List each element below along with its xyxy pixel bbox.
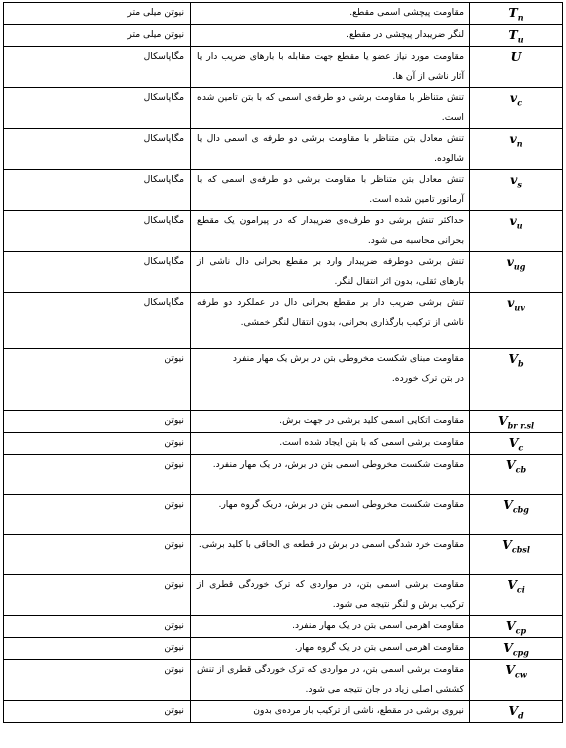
symbol-cell	[470, 129, 563, 170]
description-cell: مقاومت پیچشی اسمی مقطع.	[191, 3, 470, 25]
description-cell: تنش معادل بتن متناظر با مقاومت برشی دو طرفه ی اسمی دال یا شالوده.	[191, 129, 470, 170]
table-row	[4, 455, 563, 495]
symbol-base: v	[507, 295, 515, 310]
description-cell: تنش معادل بتن متناظر با مقاومت برشی دو طرفه‌ی اسمی که با آرماتور تامین شده است.	[191, 170, 470, 211]
symbol-base: V	[505, 662, 515, 677]
symbol-subscript: u	[516, 220, 523, 231]
symbol-base: T	[508, 27, 518, 42]
symbol-subscript: cp	[515, 625, 527, 636]
symbol-cell	[470, 455, 563, 495]
symbol-subscript: cw	[514, 669, 527, 680]
symbol-base: v	[510, 172, 518, 187]
table-row	[4, 211, 563, 252]
symbol-base: V	[508, 351, 519, 366]
symbol-cell	[470, 88, 563, 129]
description-cell: مقاومت برشی اسمی بتن، در مواردی که ترک خوردگی قطری از تنش کششی اصلی زیاد در جان نتیجه می شود.	[191, 660, 470, 701]
table-row	[4, 252, 563, 293]
symbol-base: V	[503, 640, 513, 655]
symbol-base: V	[505, 457, 516, 472]
description-cell: تنش متناظر با مقاومت برشی دو طرفه‌ی اسمی که با بتن تامین شده است.	[191, 88, 470, 129]
symbol-base: V	[505, 618, 516, 633]
description-cell: مقاومت مورد نیاز عضو یا مقطع جهت مقابله با بارهای ضریب دار یا آثار ناشی از آن ها.	[191, 47, 470, 88]
symbol-base: v	[509, 213, 517, 228]
table-row	[4, 349, 563, 411]
symbol-cell	[470, 211, 563, 252]
unit-cell: نیوتن میلی متر	[4, 25, 191, 47]
symbol-subscript: cbg	[512, 504, 529, 515]
symbol-base: V	[507, 577, 517, 592]
symbol-cell	[470, 616, 563, 638]
symbol-cell	[470, 252, 563, 293]
symbol-subscript: d	[518, 710, 524, 721]
symbol-base: V	[503, 497, 513, 512]
table-row	[4, 616, 563, 638]
unit-cell: مگاپاسکال	[4, 170, 191, 211]
symbol-cell	[470, 411, 563, 433]
table-row	[4, 25, 563, 47]
symbol-cell	[470, 660, 563, 701]
table-row	[4, 47, 563, 88]
table-row	[4, 293, 563, 349]
symbols-table-body	[4, 3, 563, 723]
description-cell: مقاومت اهرمی اسمی بتن در یک مهار منفرد.	[191, 616, 470, 638]
symbols-table	[3, 2, 563, 723]
description-cell: مقاومت خرد شدگی اسمی در برش در قطعه ی الحاقی با کلید برشی.	[191, 535, 470, 575]
symbol-subscript: n	[517, 12, 524, 23]
table-row	[4, 701, 563, 723]
symbol-base: V	[502, 537, 512, 552]
description-cell: تنش برشی ضریب دار بر مقطع بحرانی دال در عملکرد دو طرفه ناشی از ترکیب بارگذاری بحرانی، بدون انتقال لنگر خمشی.	[191, 293, 470, 349]
symbol-subscript: cbsl	[511, 544, 530, 555]
symbol-base: V	[508, 703, 519, 718]
table-row	[4, 535, 563, 575]
table-row	[4, 3, 563, 25]
unit-cell: مگاپاسکال	[4, 252, 191, 293]
symbol-subscript: c	[518, 442, 524, 453]
description-cell: مقاومت شکست مخروطی اسمی بتن در برش، دریک گروه مهار.	[191, 495, 470, 535]
symbol-base: v	[509, 90, 518, 105]
symbol-subscript: uv	[514, 302, 525, 313]
symbol-subscript: br r.sl	[507, 420, 535, 431]
table-row	[4, 170, 563, 211]
symbol-base: U	[510, 49, 522, 64]
description-cell: مقاومت برشی اسمی بتن، در مواردی که ترک خوردگی قطری از ترکیب برش و لنگر نتیجه می شود.	[191, 575, 470, 616]
symbol-cell	[470, 25, 563, 47]
description-cell: مقاومت شکست مخروطی اسمی بتن در برش، در یک مهار منفرد.	[191, 455, 470, 495]
symbol-cell	[470, 701, 563, 723]
symbol-subscript: b	[518, 358, 524, 369]
table-row	[4, 88, 563, 129]
symbol-base: v	[506, 254, 514, 269]
symbol-base: V	[508, 435, 519, 450]
table-row	[4, 575, 563, 616]
symbol-subscript: n	[516, 138, 523, 149]
unit-cell: نیوتن	[4, 660, 191, 701]
symbol-subscript: ug	[513, 261, 526, 272]
symbol-cell	[470, 535, 563, 575]
unit-cell: مگاپاسکال	[4, 47, 191, 88]
unit-cell: نیوتن	[4, 495, 191, 535]
table-row	[4, 129, 563, 170]
description-cell: تنش برشی دوطرفه ضریبدار وارد بر مقطع بحرانی دال ناشی از بارهای ثقلی، بدون اثر انتقال لنگر.	[191, 252, 470, 293]
description-cell: مقاومت برشی اسمی که با بتن ایجاد شده است.	[191, 433, 470, 455]
unit-cell: مگاپاسکال	[4, 129, 191, 170]
unit-cell: مگاپاسکال	[4, 88, 191, 129]
description-cell: حداکثر تنش برشی دو طرف‌ه‌ی ضریبدار که در پیرامون یک مقطع بحرانی محاسبه می شود.	[191, 211, 470, 252]
symbol-subscript: cb	[515, 464, 527, 475]
symbol-cell	[470, 293, 563, 349]
table-row	[4, 660, 563, 701]
table-row	[4, 495, 563, 535]
unit-cell: نیوتن	[4, 433, 191, 455]
unit-cell: نیوتن	[4, 575, 191, 616]
symbol-cell	[470, 47, 563, 88]
symbol-cell	[470, 575, 563, 616]
symbol-base: v	[509, 131, 517, 146]
unit-cell: مگاپاسکال	[4, 211, 191, 252]
unit-cell: نیوتن	[4, 638, 191, 660]
unit-cell: نیوتن	[4, 701, 191, 723]
description-cell: مقاومت اهرمی اسمی بتن در یک گروه مهار.	[191, 638, 470, 660]
symbol-subscript: ci	[516, 584, 525, 595]
symbol-base: V	[497, 413, 508, 428]
symbol-cell	[470, 170, 563, 211]
symbol-cell	[470, 3, 563, 25]
unit-cell: نیوتن	[4, 411, 191, 433]
symbol-cell	[470, 638, 563, 660]
unit-cell: نیوتن	[4, 535, 191, 575]
description-cell: لنگر ضریبدار پیچشی در مقطع.	[191, 25, 470, 47]
description-cell: مقاومت مبنای شکست مخروطی بتن در برش یک مهار منفرد در بتن ترک خورده.	[191, 349, 470, 411]
table-row	[4, 638, 563, 660]
symbol-subscript: s	[517, 179, 522, 190]
unit-cell: نیوتن	[4, 349, 191, 411]
description-cell: نیروی برشی در مقطع، ناشی از ترکیب بار مرده‌ی بدون	[191, 701, 470, 723]
unit-cell: نیوتن	[4, 616, 191, 638]
symbol-cell	[470, 433, 563, 455]
unit-cell: نیوتن میلی متر	[4, 3, 191, 25]
symbol-cell	[470, 495, 563, 535]
table-row	[4, 433, 563, 455]
unit-cell: نیوتن	[4, 455, 191, 495]
symbol-subscript: cpg	[512, 647, 529, 658]
table-row	[4, 411, 563, 433]
symbol-base: T	[508, 5, 518, 20]
symbol-subscript: c	[517, 97, 523, 108]
unit-cell: مگاپاسکال	[4, 293, 191, 349]
symbol-cell	[470, 349, 563, 411]
description-cell: مقاومت اتکایی اسمی کلید برشی در جهت برش.	[191, 411, 470, 433]
symbol-subscript: u	[517, 34, 524, 45]
